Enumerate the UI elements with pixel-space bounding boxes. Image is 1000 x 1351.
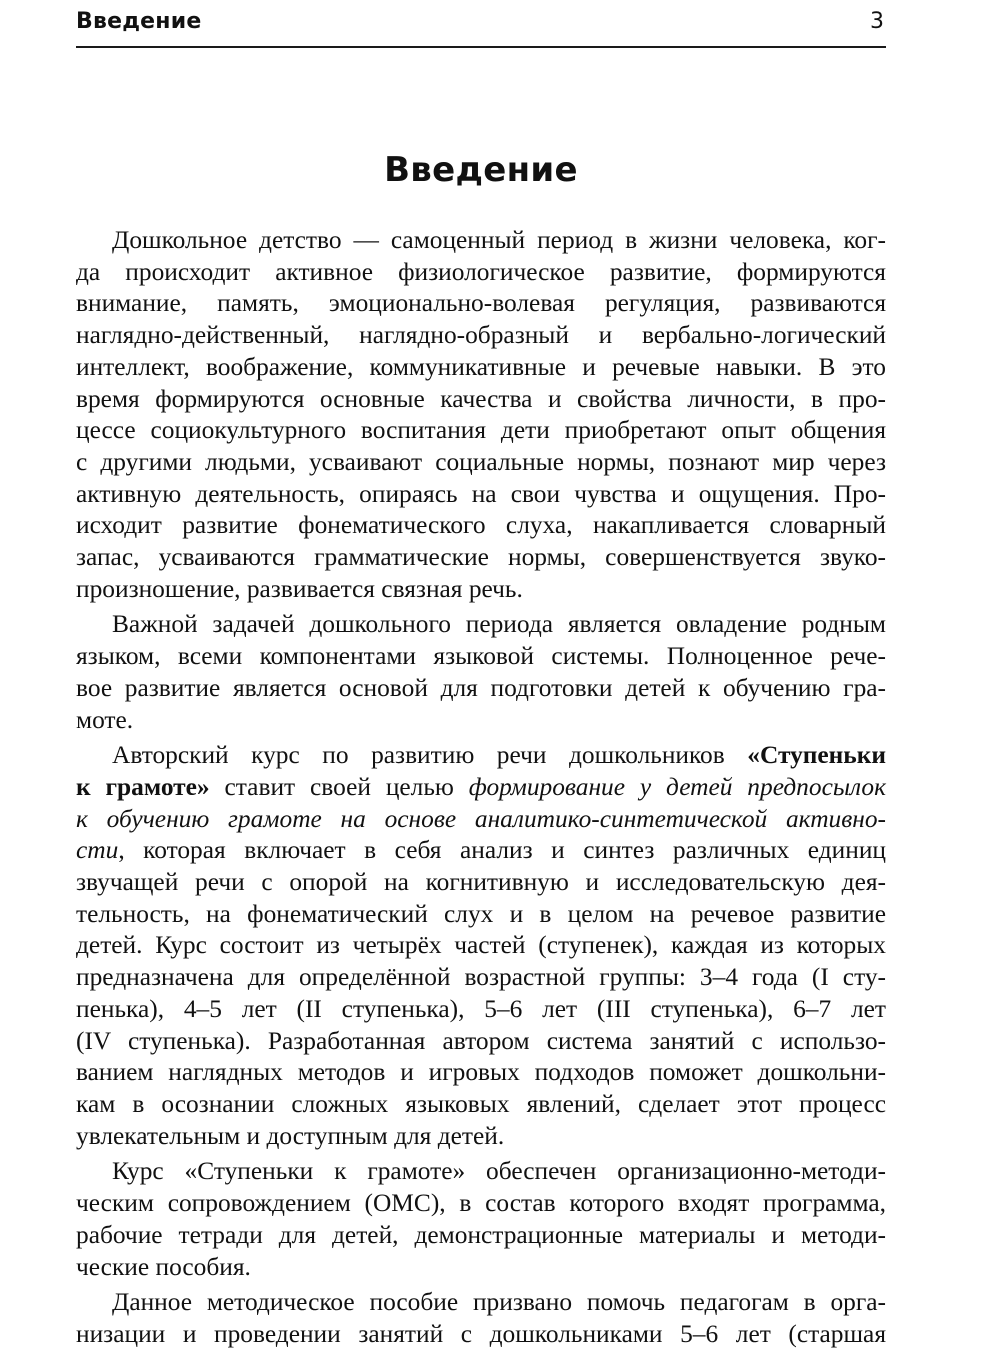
text-line: ческим сопровождением (ОМС), в состав которого входят программа, — [76, 1189, 886, 1218]
text-line: тельность, на фонематический слух и в целом на речевое развитие — [76, 899, 886, 928]
text-line: пенька), 4–5 лет (II ступенька), 5–6 лет (III ступенька), 6–7 лет — [76, 994, 886, 1023]
chapter-title: Введение — [384, 150, 578, 190]
text-run: ставит своей целью — [209, 772, 469, 801]
text-line: детей. Курс состоит из четырёх частей (ступенек), каждая из которых — [76, 931, 886, 960]
text-line: произношение, развивается связная речь. — [76, 574, 523, 603]
text-line: увлекательным и доступным для детей. — [76, 1121, 505, 1150]
course-title-bold: к грамоте» — [76, 772, 210, 801]
text-line: наглядно-действенный, наглядно-образный и вербально-логический — [76, 321, 886, 350]
goal-italic: сти — [76, 836, 119, 865]
goal-italic: к обучению грамоте на основе аналитико-синтетической активно- — [76, 804, 886, 833]
text-line: интеллект, воображение, коммуникативные и речевые навыки. В это — [76, 352, 886, 381]
course-title-bold: «Ступеньки — [747, 741, 886, 770]
text-line: Дошкольное детство — самоценный период в жизни человека, ког- — [112, 226, 886, 254]
text-line: языком, всеми компонентами языковой системы. Полноценное рече- — [76, 642, 886, 671]
paragraph-5 — [76, 1287, 886, 1350]
text-line: рабочие тетради для детей, демонстрационные материалы и методи- — [76, 1220, 886, 1249]
text-line: моте. — [76, 705, 134, 734]
text-line — [76, 804, 886, 836]
text-line: время формируются основные качества и свойства личности, в про- — [76, 384, 886, 413]
text-line: активную деятельность, опираясь на свои чувства и ощущения. Про- — [76, 479, 886, 508]
paragraph-4 — [76, 1156, 886, 1283]
goal-italic: формирование у детей предпосылок — [468, 772, 886, 801]
text-line: Важной задачей дошкольного периода является овладение родным — [112, 610, 886, 639]
text-line — [76, 740, 886, 772]
paragraph-1 — [76, 225, 886, 605]
text-line: внимание, память, эмоционально-волевая регуляция, развиваются — [76, 289, 886, 318]
text-line: предназначена для определённой возрастной группы: 3–4 года (I сту- — [76, 963, 886, 992]
text-line: кам в осознании сложных языковых явлений, сделает этот процесс — [76, 1089, 886, 1118]
running-title: Введение — [76, 9, 202, 34]
text-line: низации и проведении занятий с дошкольниками 5–6 лет (старшая — [76, 1319, 886, 1348]
running-header — [76, 6, 886, 48]
text-line: Данное методическое пособие призвано помочь педагогам в орга- — [112, 1288, 886, 1317]
text-line: (IV ступенька). Разработанная автором система занятий с использо- — [76, 1026, 886, 1055]
text-line: да происходит активное физиологическое развитие, формируются — [76, 257, 886, 286]
text-line: с другими людьми, усваивают социальные нормы, познают мир через — [76, 447, 886, 476]
paragraph-3 — [76, 740, 886, 1152]
text-line: запас, усваиваются грамматические нормы, совершенствуется звуко- — [76, 543, 886, 572]
text-line: исходит развитие фонематического слуха, накапливается словарный — [76, 511, 886, 540]
text-line: Курс «Ступеньки к грамоте» обеспечен организационно-методи- — [112, 1157, 886, 1186]
text-line — [76, 772, 886, 804]
text-line: вое развитие является основой для подготовки детей к обучению гра- — [76, 673, 886, 702]
text-line: цессе социокультурного воспитания дети приобретают опыт общения — [76, 416, 886, 445]
text-line: звучащей речи с опорой на когнитивную и исследовательскую дея- — [76, 868, 886, 897]
text-run: Авторский курс по развитию речи дошкольников — [112, 741, 748, 770]
body-text — [76, 225, 886, 1351]
text-run: , которая включает в себя анализ и синтез различных единиц — [118, 836, 886, 865]
text-line: ческие пособия. — [76, 1252, 251, 1281]
paragraph-2 — [76, 609, 886, 736]
text-line — [76, 835, 886, 867]
page-number: 3 — [870, 9, 884, 34]
text-line: ванием наглядных методов и игровых подходов поможет дошкольни- — [76, 1058, 886, 1087]
